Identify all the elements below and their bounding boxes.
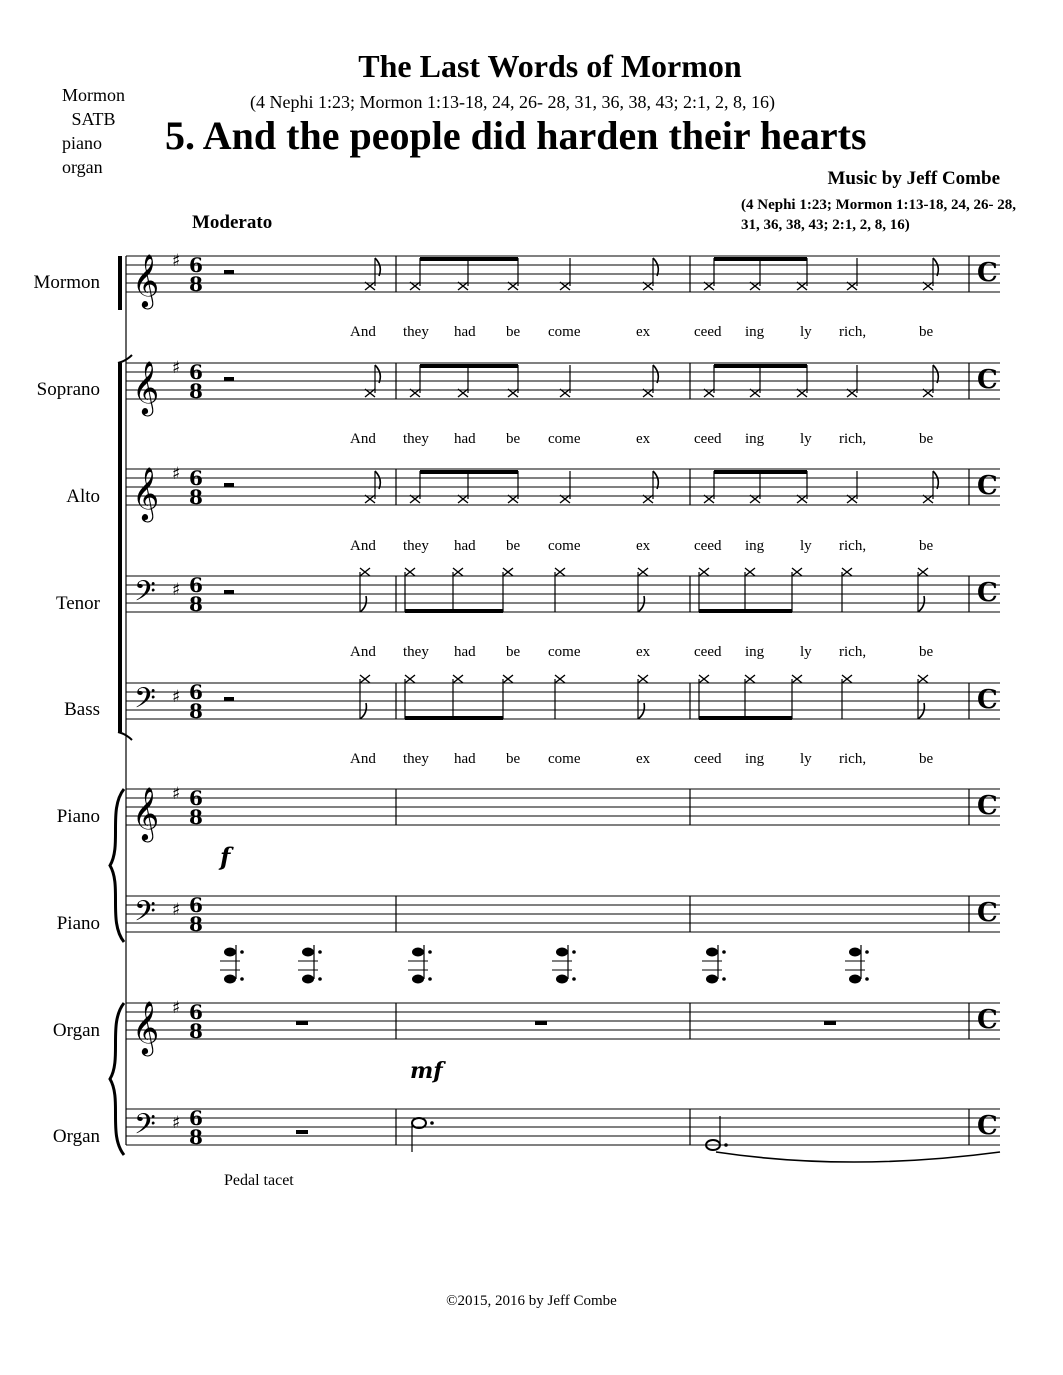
lyric-syllable: ly bbox=[800, 324, 812, 340]
lyric-syllable: rich, bbox=[839, 431, 867, 447]
time-signature-bottom: 8 bbox=[189, 592, 203, 616]
lyric-syllable: had bbox=[454, 324, 476, 340]
lyric-syllable: be bbox=[919, 538, 934, 554]
pedal-instruction: Pedal tacet bbox=[224, 1172, 294, 1189]
lyric-syllable: had bbox=[454, 751, 476, 767]
lyric-syllable: ly bbox=[800, 644, 812, 660]
lyric-syllable: ly bbox=[800, 431, 812, 447]
treble-clef-icon: 𝄞 bbox=[132, 466, 160, 520]
x-notehead bbox=[638, 675, 648, 683]
eighth-flag bbox=[653, 365, 658, 383]
x-notehead bbox=[792, 675, 802, 683]
piano-notehead bbox=[849, 975, 861, 984]
lyric-syllable: ceed bbox=[694, 431, 722, 447]
lyric-syllable: And bbox=[350, 431, 376, 447]
piano-notehead bbox=[412, 948, 424, 957]
time-signature-top: 6 bbox=[189, 253, 203, 277]
piano-notehead bbox=[849, 948, 861, 957]
movement-title: 5. And the people did harden their hearts bbox=[165, 113, 867, 158]
lyric-syllable: be bbox=[919, 644, 934, 660]
beam bbox=[405, 609, 503, 613]
tempo-marking: Moderato bbox=[192, 212, 273, 233]
lyric-syllable: ceed bbox=[694, 644, 722, 660]
eighth-flag bbox=[653, 258, 658, 276]
time-signature-bottom: 8 bbox=[189, 1125, 203, 1149]
whole-rest bbox=[535, 1021, 547, 1025]
eighth-flag bbox=[375, 471, 380, 489]
piano-notehead bbox=[556, 975, 568, 984]
staff-label-piano-rh: Piano bbox=[56, 806, 100, 827]
beam bbox=[714, 257, 807, 261]
sharp-icon: ♯ bbox=[172, 998, 181, 1018]
half-rest bbox=[224, 697, 234, 701]
x-notehead bbox=[360, 675, 370, 683]
beam bbox=[420, 364, 518, 368]
common-time-icon: C bbox=[977, 685, 998, 715]
instrument-choir: SATB bbox=[71, 109, 116, 129]
x-notehead bbox=[918, 675, 928, 683]
lyric-syllable: ex bbox=[636, 644, 651, 660]
piano-notehead bbox=[224, 948, 236, 957]
time-signature-top: 6 bbox=[189, 1000, 203, 1024]
whole-rest bbox=[824, 1021, 836, 1025]
beam bbox=[405, 716, 503, 720]
lyric-syllable: ly bbox=[800, 538, 812, 554]
dynamic-forte: f bbox=[220, 842, 231, 871]
beam bbox=[714, 364, 807, 368]
common-time-icon: C bbox=[977, 791, 998, 821]
staff-label-bass: Bass bbox=[64, 699, 100, 720]
lyric-syllable: be bbox=[919, 324, 934, 340]
sharp-icon: ♯ bbox=[172, 251, 181, 271]
x-notehead bbox=[503, 675, 513, 683]
staff-label-tenor: Tenor bbox=[55, 593, 100, 614]
organ-brace bbox=[110, 1003, 124, 1155]
lyric-syllable: And bbox=[350, 644, 376, 660]
x-notehead bbox=[842, 675, 852, 683]
tie bbox=[716, 1152, 1000, 1162]
lyric-syllable: come bbox=[548, 751, 581, 767]
composer-credit: Music by Jeff Combe bbox=[827, 168, 1000, 189]
eighth-flag bbox=[638, 703, 644, 719]
bass-clef-icon: 𝄢 bbox=[134, 575, 156, 615]
eighth-flag bbox=[638, 596, 644, 612]
lyric-syllable: ing bbox=[745, 644, 765, 660]
mormon-bracket bbox=[118, 256, 122, 310]
half-rest bbox=[224, 590, 234, 594]
dot bbox=[428, 977, 432, 981]
staff-label-organ-lower: Organ bbox=[52, 1126, 100, 1147]
staff-label-organ-upper: Organ bbox=[52, 1020, 100, 1041]
time-signature-bottom: 8 bbox=[189, 272, 203, 296]
lyric-syllable: ing bbox=[745, 431, 765, 447]
time-signature-top: 6 bbox=[189, 1106, 203, 1130]
x-notehead bbox=[405, 568, 415, 576]
dot bbox=[318, 977, 322, 981]
eighth-flag bbox=[933, 365, 938, 383]
common-time-icon: C bbox=[977, 898, 998, 928]
lyric-syllable: be bbox=[919, 751, 934, 767]
piano-notehead bbox=[224, 975, 236, 984]
beam bbox=[699, 716, 792, 720]
piano-notehead bbox=[706, 948, 718, 957]
lyric-syllable: rich, bbox=[839, 751, 867, 767]
staff-label-mormon: Mormon bbox=[33, 272, 100, 293]
scripture-references: (4 Nephi 1:23; Mormon 1:13-18, 24, 26- 28, 31, 36, 38, 43; 2:1, 2, 8, 16) bbox=[250, 92, 775, 112]
x-notehead bbox=[699, 675, 709, 683]
lyric-syllable: come bbox=[548, 431, 581, 447]
instrument-piano: piano bbox=[62, 133, 102, 153]
bass-clef-icon: 𝄢 bbox=[134, 895, 156, 935]
time-signature-bottom: 8 bbox=[189, 912, 203, 936]
staff-label-alto: Alto bbox=[66, 486, 100, 507]
lyric-syllable: they bbox=[403, 751, 429, 767]
whole-rest bbox=[296, 1021, 308, 1025]
dot bbox=[722, 950, 726, 954]
lyric-syllable: come bbox=[548, 644, 581, 660]
lyric-syllable: had bbox=[454, 538, 476, 554]
sharp-icon: ♯ bbox=[172, 1113, 181, 1133]
lyric-syllable: rich, bbox=[839, 324, 867, 340]
eighth-flag bbox=[918, 703, 924, 719]
bass-clef-icon: 𝄢 bbox=[134, 1108, 156, 1148]
dot bbox=[572, 977, 576, 981]
dot bbox=[865, 977, 869, 981]
piece-title: The Last Words of Mormon bbox=[358, 48, 742, 84]
dot bbox=[240, 977, 244, 981]
x-notehead bbox=[638, 568, 648, 576]
dot bbox=[724, 1143, 728, 1147]
lyric-syllable: they bbox=[403, 324, 429, 340]
beam bbox=[714, 470, 807, 474]
time-signature-top: 6 bbox=[189, 893, 203, 917]
lyric-syllable: come bbox=[548, 538, 581, 554]
half-rest bbox=[224, 377, 234, 381]
time-signature-top: 6 bbox=[189, 786, 203, 810]
eighth-flag bbox=[360, 703, 366, 719]
x-notehead bbox=[555, 568, 565, 576]
eighth-flag bbox=[360, 596, 366, 612]
time-signature-top: 6 bbox=[189, 680, 203, 704]
piano-notehead bbox=[412, 975, 424, 984]
instrument-voice: Mormon bbox=[62, 85, 125, 105]
lyric-syllable: ceed bbox=[694, 538, 722, 554]
piano-notehead bbox=[706, 975, 718, 984]
lyric-syllable: rich, bbox=[839, 538, 867, 554]
lyric-syllable: be bbox=[506, 324, 521, 340]
choir-bracket bbox=[118, 363, 122, 732]
x-notehead bbox=[699, 568, 709, 576]
lyric-syllable: had bbox=[454, 644, 476, 660]
staff-label-soprano: Soprano bbox=[36, 379, 100, 400]
time-signature-bottom: 8 bbox=[189, 1019, 203, 1043]
piano-notehead bbox=[556, 948, 568, 957]
eighth-flag bbox=[653, 471, 658, 489]
piano-notehead bbox=[302, 948, 314, 957]
lyric-syllable: ing bbox=[745, 324, 765, 340]
eighth-flag bbox=[918, 596, 924, 612]
dot bbox=[428, 950, 432, 954]
eighth-flag bbox=[375, 258, 380, 276]
time-signature-bottom: 8 bbox=[189, 379, 203, 403]
instrument-organ: organ bbox=[62, 157, 103, 177]
x-notehead bbox=[405, 675, 415, 683]
treble-clef-icon: 𝄞 bbox=[132, 253, 160, 307]
half-rest bbox=[224, 270, 234, 274]
lyric-syllable: they bbox=[403, 431, 429, 447]
sharp-icon: ♯ bbox=[172, 784, 181, 804]
text-source: (4 Nephi 1:23; Mormon 1:13-18, 24, 26- 28, 31, 36, 38, 43; 2:1, 2, 8, 16) bbox=[741, 197, 1016, 233]
half-rest bbox=[224, 483, 234, 487]
dot bbox=[572, 950, 576, 954]
piano-notehead bbox=[302, 975, 314, 984]
beam bbox=[699, 609, 792, 613]
sharp-icon: ♯ bbox=[172, 580, 181, 600]
common-time-icon: C bbox=[977, 471, 998, 501]
x-notehead bbox=[360, 568, 370, 576]
time-signature-bottom: 8 bbox=[189, 805, 203, 829]
lyric-syllable: had bbox=[454, 431, 476, 447]
lyric-syllable: be bbox=[506, 751, 521, 767]
choir-bracket-bottom bbox=[118, 732, 132, 740]
lyric-syllable: And bbox=[350, 324, 376, 340]
common-time-icon: C bbox=[977, 1111, 998, 1141]
lyric-syllable: ex bbox=[636, 538, 651, 554]
lyric-syllable: they bbox=[403, 538, 429, 554]
sharp-icon: ♯ bbox=[172, 687, 181, 707]
sharp-icon: ♯ bbox=[172, 358, 181, 378]
lyric-syllable: ex bbox=[636, 324, 651, 340]
eighth-flag bbox=[933, 258, 938, 276]
x-notehead bbox=[453, 568, 463, 576]
common-time-icon: C bbox=[977, 258, 998, 288]
lyric-syllable: ex bbox=[636, 751, 651, 767]
eighth-flag bbox=[933, 471, 938, 489]
beam bbox=[420, 470, 518, 474]
copyright-notice: ©2015, 2016 by Jeff Combe bbox=[446, 1293, 617, 1309]
dot bbox=[318, 950, 322, 954]
x-notehead bbox=[918, 568, 928, 576]
lyric-syllable: be bbox=[506, 538, 521, 554]
lyric-syllable: ceed bbox=[694, 751, 722, 767]
dynamic-mezzo-forte: mf bbox=[410, 1058, 443, 1084]
x-notehead bbox=[453, 675, 463, 683]
x-notehead bbox=[745, 675, 755, 683]
treble-clef-icon: 𝄞 bbox=[132, 1000, 160, 1054]
lyric-syllable: And bbox=[350, 538, 376, 554]
x-notehead bbox=[555, 675, 565, 683]
time-signature-bottom: 8 bbox=[189, 699, 203, 723]
sharp-icon: ♯ bbox=[172, 900, 181, 920]
lyric-syllable: ex bbox=[636, 431, 651, 447]
x-notehead bbox=[745, 568, 755, 576]
staff-label-piano-lh: Piano bbox=[56, 913, 100, 934]
eighth-flag bbox=[375, 365, 380, 383]
time-signature-bottom: 8 bbox=[189, 485, 203, 509]
common-time-icon: C bbox=[977, 1005, 998, 1035]
lyric-syllable: rich, bbox=[839, 644, 867, 660]
lyric-syllable: ly bbox=[800, 751, 812, 767]
time-signature-top: 6 bbox=[189, 466, 203, 490]
lyric-syllable: come bbox=[548, 324, 581, 340]
common-time-icon: C bbox=[977, 578, 998, 608]
lyric-syllable: they bbox=[403, 644, 429, 660]
common-time-icon: C bbox=[977, 365, 998, 395]
time-signature-top: 6 bbox=[189, 573, 203, 597]
x-notehead bbox=[503, 568, 513, 576]
lyric-syllable: ing bbox=[745, 751, 765, 767]
lyric-syllable: be bbox=[506, 644, 521, 660]
dot bbox=[430, 1121, 434, 1125]
lyric-syllable: And bbox=[350, 751, 376, 767]
treble-clef-icon: 𝄞 bbox=[132, 360, 160, 414]
lyric-syllable: ceed bbox=[694, 324, 722, 340]
beam bbox=[420, 257, 518, 261]
lyric-syllable: be bbox=[919, 431, 934, 447]
treble-clef-icon: 𝄞 bbox=[132, 786, 160, 840]
choir-bracket-top bbox=[118, 355, 132, 363]
lyric-syllable: be bbox=[506, 431, 521, 447]
lyric-syllable: ing bbox=[745, 538, 765, 554]
dot bbox=[865, 950, 869, 954]
piano-brace bbox=[110, 789, 124, 942]
whole-rest bbox=[296, 1130, 308, 1134]
x-notehead bbox=[792, 568, 802, 576]
dot bbox=[722, 977, 726, 981]
time-signature-top: 6 bbox=[189, 360, 203, 384]
x-notehead bbox=[842, 568, 852, 576]
dot bbox=[240, 950, 244, 954]
sharp-icon: ♯ bbox=[172, 464, 181, 484]
bass-clef-icon: 𝄢 bbox=[134, 682, 156, 722]
